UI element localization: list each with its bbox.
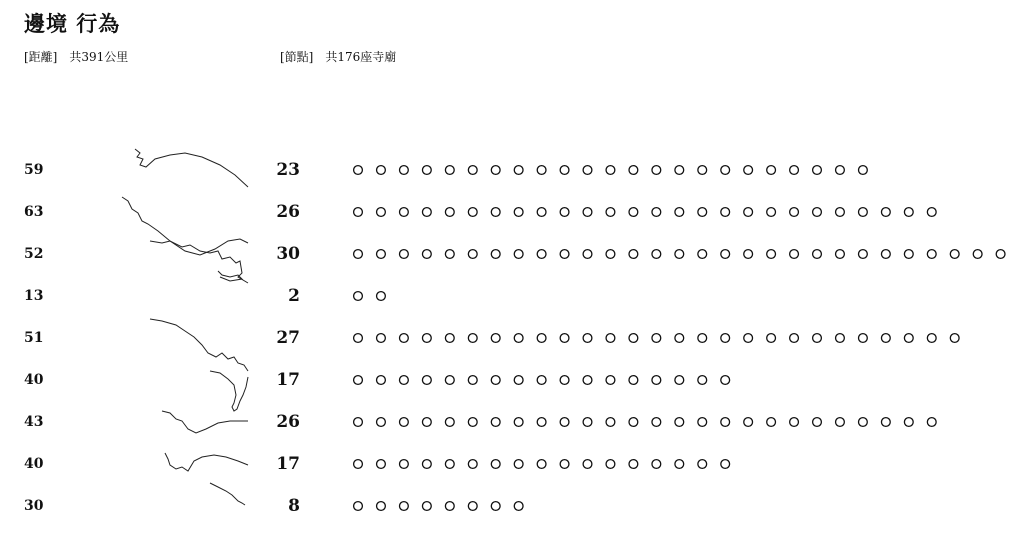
temple-dot [859,418,868,427]
route-line [162,411,248,433]
temple-dot [606,250,615,259]
temple-dots [350,401,1024,443]
temple-dot [354,166,363,175]
temple-dot [950,250,959,259]
temple-dot [606,418,615,427]
temple-dot [790,250,799,259]
temple-dot [468,250,477,259]
temple-dot [836,208,845,217]
temple-dot [445,334,454,343]
temple-dot [583,376,592,385]
temple-dot [904,250,913,259]
temple-dot [354,376,363,385]
distance-value: 40 [24,456,44,472]
temple-dot [377,460,386,469]
temple-count: 27 [276,328,300,348]
temple-dot [445,208,454,217]
temple-dot [491,208,500,217]
temple-dot [813,250,822,259]
temple-dot [813,166,822,175]
temple-dot [422,460,431,469]
temple-dots [350,485,1024,527]
temple-dot [859,250,868,259]
temple-dot [514,418,523,427]
temple-dot [606,334,615,343]
temple-dot [377,376,386,385]
temple-dot [422,208,431,217]
temple-dot [422,376,431,385]
distance-value: 52 [24,246,44,262]
temple-dot [560,376,569,385]
temple-dot [721,460,730,469]
temple-dot [491,250,500,259]
distance-value: 13 [24,288,44,304]
temple-dot [996,250,1005,259]
temple-count: 26 [276,412,300,432]
temple-dot [629,166,638,175]
temple-dot [790,166,799,175]
temple-dot [652,418,661,427]
temple-dots [350,317,1024,359]
temple-dot [904,334,913,343]
temple-dot [698,334,707,343]
distance-total: 共391公里 [69,50,129,64]
temple-dot [629,208,638,217]
temple-dot [354,334,363,343]
route-line [218,271,242,281]
temple-dot [377,166,386,175]
temple-dot [790,334,799,343]
temple-dot [767,418,776,427]
temple-dot [422,250,431,259]
temple-dot [721,334,730,343]
temple-dot [698,166,707,175]
temple-dot [377,250,386,259]
temple-dot [400,418,409,427]
temple-dot [514,208,523,217]
temple-dot [675,166,684,175]
temple-dot [400,502,409,511]
temple-dot [354,502,363,511]
temple-count: 17 [276,370,300,390]
temple-dot [881,334,890,343]
temple-dot [859,208,868,217]
temple-dot [927,208,936,217]
temple-dot [583,460,592,469]
temple-dot [790,208,799,217]
temple-dot [400,250,409,259]
temple-dot [698,208,707,217]
temple-dot [744,166,753,175]
temple-dot [491,460,500,469]
temple-dot [514,460,523,469]
temple-dot [354,460,363,469]
temple-dot [836,334,845,343]
temple-dots [350,443,1024,485]
temple-dot [606,166,615,175]
temple-dot [698,376,707,385]
temple-dot [583,250,592,259]
route-line [165,453,248,471]
temple-dot [583,418,592,427]
distance-value: 43 [24,414,44,430]
temple-dot [790,418,799,427]
temple-dot [491,502,500,511]
temple-dot [400,208,409,217]
temple-dot [491,166,500,175]
temple-dots [350,191,1024,233]
temple-dot [606,376,615,385]
temple-dot [422,418,431,427]
temple-count: 17 [276,454,300,474]
temple-dot [904,208,913,217]
temple-dot [675,460,684,469]
temple-dot [698,418,707,427]
temple-dot [767,250,776,259]
temple-dot [721,166,730,175]
temple-count: 26 [276,202,300,222]
temple-dot [721,250,730,259]
temple-dot [629,460,638,469]
temple-dot [629,418,638,427]
distance-label: [距離] [24,50,58,64]
temple-dot [377,334,386,343]
table-row [0,485,1024,527]
temple-dot [468,166,477,175]
temple-dot [721,418,730,427]
temple-dot [583,334,592,343]
temple-dot [859,334,868,343]
temple-dot [675,250,684,259]
temple-dot [560,334,569,343]
temple-dot [537,166,546,175]
temple-dot [468,334,477,343]
temple-dot [675,418,684,427]
temple-dot [491,334,500,343]
nodes-total: 共176座寺廟 [325,50,397,64]
temple-dot [560,418,569,427]
temple-dot [881,418,890,427]
temple-dot [400,376,409,385]
temple-dot [560,250,569,259]
temple-dot [652,376,661,385]
temple-dot [377,292,386,301]
temple-dot [698,250,707,259]
temple-dot [560,460,569,469]
temple-dot [652,460,661,469]
temple-dot [721,376,730,385]
temple-dot [514,166,523,175]
temple-dot [377,418,386,427]
temple-dot [560,208,569,217]
temple-dot [583,208,592,217]
distance-value: 51 [24,330,44,346]
temple-dot [813,418,822,427]
temple-dot [606,208,615,217]
temple-dot [354,250,363,259]
temple-dot [445,460,454,469]
temple-dots [350,233,1024,275]
temple-dot [445,418,454,427]
temple-dot [445,502,454,511]
temple-dot [537,460,546,469]
distance-value: 30 [24,498,44,514]
temple-dot [354,292,363,301]
temple-dot [537,418,546,427]
temple-dot [652,250,661,259]
temple-dot [744,250,753,259]
temple-dot [537,250,546,259]
temple-dot [445,250,454,259]
temple-count: 8 [288,496,300,516]
distance-value: 63 [24,204,44,220]
temple-dot [445,376,454,385]
temple-dot [400,334,409,343]
temple-dot [836,166,845,175]
temple-dot [744,208,753,217]
temple-dot [400,460,409,469]
temple-dot [698,460,707,469]
temple-dot [491,376,500,385]
temple-dot [629,250,638,259]
temple-dot [652,166,661,175]
route-sketch-icon [110,473,250,553]
temple-dot [859,166,868,175]
route-line [210,483,245,505]
temple-dot [767,208,776,217]
temple-dot [514,376,523,385]
temple-dot [927,250,936,259]
temple-dot [881,208,890,217]
temple-dot [400,166,409,175]
temple-dot [973,250,982,259]
temple-dot [468,460,477,469]
temple-dot [377,502,386,511]
temple-dot [675,208,684,217]
temple-dot [836,418,845,427]
temple-dot [767,166,776,175]
temple-dot [422,166,431,175]
distance-value: 59 [24,162,44,178]
temple-dot [537,334,546,343]
temple-count: 30 [276,244,300,264]
temple-dot [904,418,913,427]
temple-dot [652,334,661,343]
temple-dot [721,208,730,217]
temple-dot [445,166,454,175]
temple-dot [491,418,500,427]
page-title: 邊境 行為 [24,11,121,36]
distance-value: 40 [24,372,44,388]
temple-dot [468,376,477,385]
temple-count: 23 [276,160,300,180]
temple-dot [422,502,431,511]
temple-dot [537,208,546,217]
temple-dot [468,502,477,511]
temple-dot [881,250,890,259]
temple-dot [950,334,959,343]
temple-dot [629,376,638,385]
temple-dot [422,334,431,343]
temple-dot [927,334,936,343]
temple-dot [377,208,386,217]
temple-dot [652,208,661,217]
temple-count: 2 [288,286,300,306]
temple-dot [927,418,936,427]
temple-dot [537,376,546,385]
temple-dot [468,208,477,217]
temple-dot [354,418,363,427]
temple-dot [354,208,363,217]
temple-dot [629,334,638,343]
temple-dot [606,460,615,469]
temple-dot [514,250,523,259]
temple-dots [350,149,1024,191]
temple-dots [350,359,1024,401]
temple-dot [514,334,523,343]
temple-dot [813,208,822,217]
temple-dot [583,166,592,175]
temple-dot [744,418,753,427]
nodes-label: [節點] [280,50,314,64]
temple-dot [813,334,822,343]
temple-dot [560,166,569,175]
temple-dot [767,334,776,343]
temple-dot [675,376,684,385]
temple-dot [836,250,845,259]
temple-dot [744,334,753,343]
temple-dot [514,502,523,511]
temple-dot [675,334,684,343]
temple-dots [350,275,1024,317]
temple-dot [468,418,477,427]
